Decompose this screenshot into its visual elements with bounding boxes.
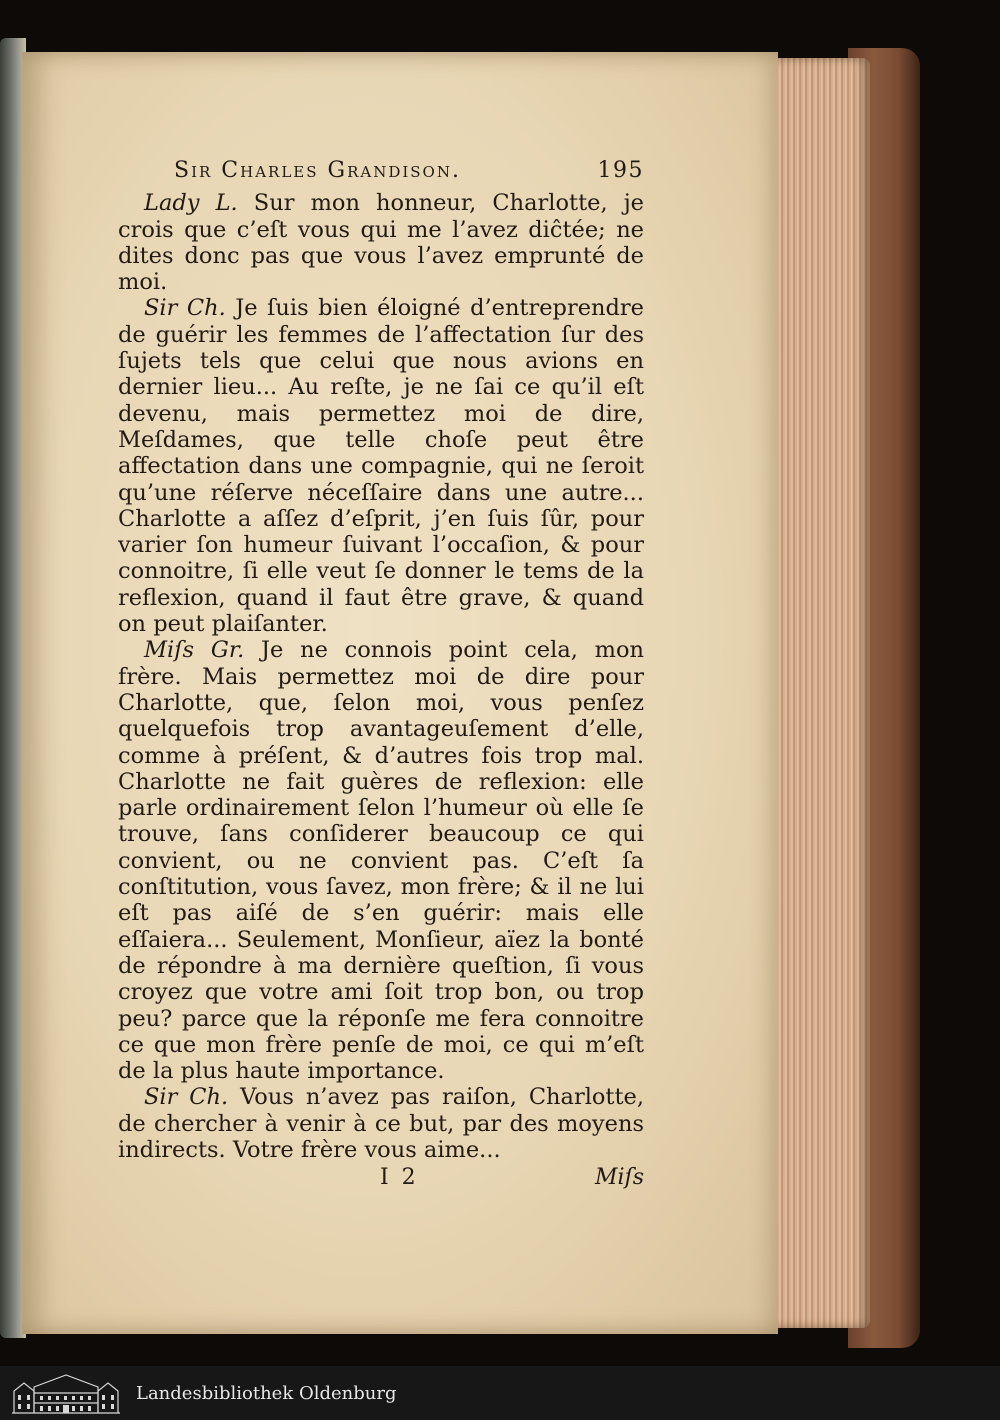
paragraph-text: Je ſuis bien éloigné d’entreprendre de guérir les femmes de l’affectation ſur des ſujets tels que celui que nous avions en dernier lieu... Au reſte, je ne ſai ce qu’il eſt devenu, mais permettez moi de dire, Meſdames, que telle choſe peut être affectation dans une compagnie, qui ne ſeroit qu’une réſerve néceſſaire dans une autre... Charlotte a aſſez d’eſprit, j’en ſuis ſûr, pour varier ſon humeur ſuivant l’occaſion, & pour connoitre, ſi elle veut ſe donner le tems de la reflexion, quand il faut être grave, & quand on peut plaiſanter.	[118, 295, 644, 638]
page-header	[118, 158, 644, 184]
paragraph	[118, 295, 644, 637]
signature-mark: I 2	[380, 1165, 419, 1191]
page-number: 195	[597, 158, 644, 183]
page-text-block	[118, 158, 644, 1192]
speaker-name: Lady L.	[144, 190, 238, 217]
institution-name: Landesbibliothek Oldenburg	[136, 1382, 397, 1404]
page-stack-edge	[772, 58, 870, 1328]
paragraph	[118, 637, 644, 1084]
library-footer-bar	[0, 1366, 1000, 1420]
paragraph-text: Je ne connois point cela, mon frère. Mais permettez moi de dire pour Charlotte, que, ſelon moi, vous penſez quelquefois trop avantageuſement d’elle, comme à préſent, & d’autres fois trop mal. Charlotte ne fait guères de reflexion: elle parle ordinairement ſelon l’humeur où elle ſe trouve, ſans conſiderer beaucoup ce qui convient, ou ne convient pas. C’eſt ſa conſtitution, vous ſavez, mon frère; & il ne lui eſt pas aiſé de s’en guérir: mais elle eſſaiera... Seulement, Monſieur, aïez la bonté de répondre à ma dernière queſtion, ſi vous croyez que votre ami ſoit trop bon, ou trop peu? parce que la réponſe me fera connoitre ce que mon frère penſe de moi, ce qui m’eſt de la plus haute importance.	[118, 637, 645, 1085]
speaker-name: Sir Ch.	[144, 295, 226, 322]
paragraph	[118, 190, 644, 295]
paragraph	[118, 1084, 644, 1163]
running-head: Sir Charles Grandison.	[174, 158, 461, 183]
paragraph-text: Vous n’avez pas raiſon, Charlotte, de chercher à venir à ce but, par des moyens indirects. Votre frère vous aime...	[118, 1084, 644, 1163]
speaker-name: Sir Ch.	[144, 1084, 229, 1111]
catchword: Miſs	[595, 1165, 644, 1191]
page-footer	[118, 1165, 644, 1191]
paragraph-text: Sur mon honneur, Charlotte, je crois que c’eſt vous qui me l’avez diĉtée; ne dites donc pas que vous l’avez emprunté de moi.	[118, 190, 644, 296]
library-building-icon	[10, 1371, 122, 1415]
speaker-name: Miſs Gr.	[144, 637, 245, 664]
